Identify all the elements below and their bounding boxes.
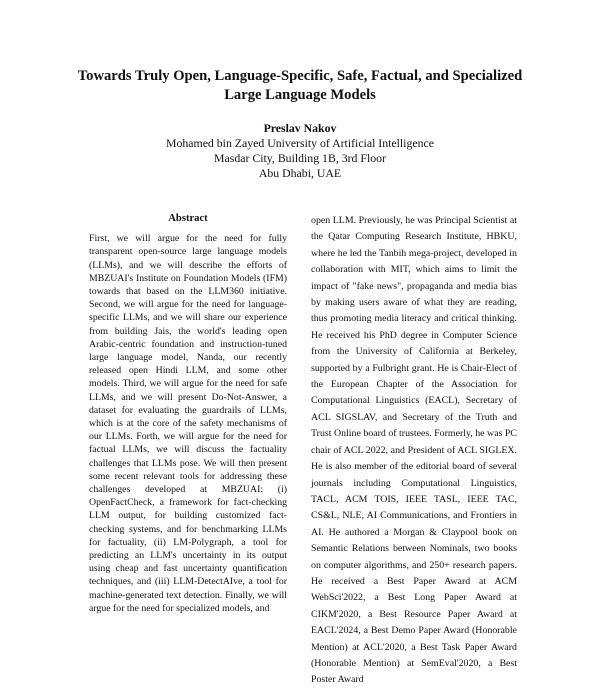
author-name: Preslav Nakov [263,121,337,135]
abstract-text: First, we will argue for the need for fully transparent open-source large language models (LLMs), and we will describe the efforts of MBZUAI's Institute on Foundation Models (IFM) towards that based on the LLM360 initiative. Second, we will argue for the need for language-specific LLMs, and we will share our experience from building Jais, the world's leading open Arabic-centric foundation and instruction-tuned large language model, Nanda, our recently released open Hindi LLM, and some other models. Third, we will argue for the need for safe LLMs, and we will present Do-Not-Answer, a dataset for evaluating the guardrails of LLMs, which is at the core of the safety mechanisms of our LLMs. Forth, we will argue for the need for factual LLMs, we will discuss the factuality challenges that LLMs pose. We will then present some recent relevant tools for addressing these challenges developed at MBZUAI: (i) OpenFactCheck, a framework for fact-checking LLM output, for building customized fact-checking systems, and for benchmarking LLMs for factuality, (ii) LM-Polygraph, a tool for predicting an LLM's uncertainty in its output using cheap and fast uncertainty quantification techniques, and (iii) LLM-DetectAIve, a tool for machine-generated text detection. Finally, we will argue for the need for specialized models, and [89,233,287,614]
abstract-heading: Abstract [168,213,208,224]
author-address-line-1: Masdar City, Building 1B, 3rd Floor [214,151,386,165]
title-line-1: Towards Truly Open, Language-Specific, Safe, Factual, and Specialized [77,68,523,84]
author-affiliation: Mohamed bin Zayed University of Artificial Intelligence [166,136,434,150]
author-block [40,121,560,181]
paper-title [40,67,560,105]
right-column [311,213,517,686]
title-line-2: Large Language Models [224,87,376,103]
bio-text: open LLM. Previously, he was Principal Scientist at the Qatar Computing Research Institute, HBKU, where he led the Tanbih mega-project, developed in collaboration with MIT, which aims to limit the impact of "fake news", propaganda and media bias by making users aware of what they are reading, thus promoting media literacy and critical thinking. He received his PhD degree in Computer Science from the University of California at Berkeley, supported by a Fulbright grant. He is Chair-Elect of the European Chapter of the Association for Computational Linguistics (EACL), Secretary of ACL SIGSLAV, and Secretary of the Truth and Trust Online board of trustees. Formerly, he was PC chair of ACL 2022, and President of ACL SIGLEX. He is also member of the editorial board of several journals including Computational Linguistics, TACL, ACM TOIS, IEEE TASL, IEEE TAC, CS&L, NLE, AI Communications, and Frontiers in AI. He authored a Morgan & Claypool book on Semantic Relations between Nominals, two books on computer algorithms, and 250+ research papers. He received a Best Paper Award at ACM WebSci'2022, a Best Long Paper Award at CIKM'2020, a Best Resource Paper Award at EACL'2024, a Best Demo Paper Award (Honorable Mention) at ACL'2020, a Best Task Paper Award (Honorable Mention) at SemEval'2020, a Best Poster Award [311,215,517,686]
author-address-line-2: Abu Dhabi, UAE [258,166,342,180]
left-column [89,212,287,614]
